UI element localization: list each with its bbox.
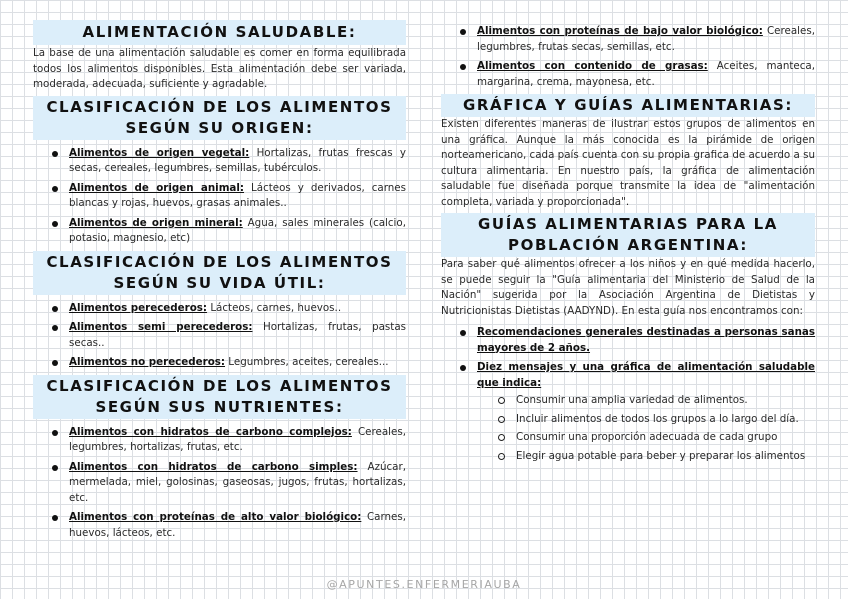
bullet-icon — [52, 151, 58, 157]
list-item: Alimentos con proteínas de bajo valor biológico: Cereales, legumbres, frutas secas, semillas, etc. — [441, 24, 815, 55]
graficas-paragraph: Existen diferentes maneras de ilustrar estos grupos de alimentos en una gráfica. Aunque la más conocida es la pirámide de origen norteamericano, cada país cuenta con su propia grafica de acuerdo a su cultura alimentaria. En nuestro país, la gráfica de alimentación saludable fue diseñada porque transmite la idea de "alimentación completa, variada y proporcionada". — [441, 118, 815, 208]
bullet-icon — [52, 186, 58, 192]
bullet-icon — [52, 360, 58, 366]
list-item: Alimentos semi perecederos: Hortalizas, frutas, pastas secas.. — [33, 320, 406, 351]
vida-util-list — [33, 301, 406, 371]
intro-paragraph: La base de una alimentación saludable es comer en forma equilibrada todos los alimentos disponibles. Esta alimentación debe ser variada, moderada, adecuada, suficiente y agradable. — [33, 47, 406, 90]
bullet-icon — [52, 465, 58, 471]
section-heading-origen: CLASIFICACIÓN DE LOS ALIMENTOS SEGÚN SU ORIGEN: — [33, 96, 406, 140]
list-item: Alimentos no perecederos: Legumbres, aceites, cereales... — [33, 355, 406, 371]
bullet-icon — [52, 306, 58, 312]
list-item: Alimentos de origen vegetal: Hortalizas, frutas frescas y secas, cereales, legumbres, semillas, tubérculos. — [33, 146, 406, 177]
guias-paragraph: Para saber qué alimentos ofrecer a los niños y en qué medida hacerlo, se puede seguir la "Guía alimentaria del Ministerio de Salud de la Nación" sugerida por la Asociación Argentina de Dietistas y Nutricionistas Dietistas (AADYND). En esta guía nos encontramos con: — [441, 258, 815, 317]
circle-bullet-icon — [498, 453, 505, 460]
circle-bullet-icon — [498, 416, 505, 423]
sub-list-item: Consumir una amplia variedad de alimentos. — [441, 393, 815, 409]
bullet-icon — [460, 29, 466, 35]
bullet-icon — [52, 430, 58, 436]
bullet-icon — [460, 330, 466, 336]
section-heading-vida-util: CLASIFICACIÓN DE LOS ALIMENTOS SEGÚN SU VIDA ÚTIL: — [33, 251, 406, 295]
page-title: ALIMENTACIÓN SALUDABLE: — [33, 20, 406, 45]
right-column — [441, 20, 815, 468]
list-item: Alimentos con hidratos de carbono simples: Azúcar, mermelada, miel, golosinas, gaseosas, jugos, frutas, hortalizas, etc. — [33, 460, 406, 507]
author-watermark: @APUNTES.ENFERMERIAUBA — [326, 578, 522, 591]
bullet-icon — [460, 64, 466, 70]
bullet-icon — [52, 515, 58, 521]
list-item: Alimentos con proteínas de alto valor biológico: Carnes, huevos, lácteos, etc. — [33, 510, 406, 541]
left-column — [33, 20, 406, 545]
bullet-icon — [460, 365, 466, 371]
sub-list-item: Incluir alimentos de todos los grupos a lo largo del día. — [441, 412, 815, 428]
sub-list-item: Elegir agua potable para beber y preparar los alimentos — [441, 449, 815, 465]
bullet-icon — [52, 325, 58, 331]
list-item: Alimentos perecederos: Lácteos, carnes, huevos.. — [33, 301, 406, 317]
section-heading-nutrientes: CLASIFICACIÓN DE LOS ALIMENTOS SEGÚN SUS NUTRIENTES: — [33, 375, 406, 419]
circle-bullet-icon — [498, 397, 505, 404]
list-item: Alimentos de origen animal: Lácteos y derivados, carnes blancas y rojas, huevos, grasas animales.. — [33, 181, 406, 212]
circle-bullet-icon — [498, 434, 505, 441]
list-item: Alimentos con contenido de grasas: Aceites, manteca, margarina, crema, mayonesa, etc. — [441, 59, 815, 90]
nutrientes-list — [33, 425, 406, 542]
sub-list-item: Consumir una proporción adecuada de cada grupo — [441, 430, 815, 446]
section-heading-graficas: GRÁFICA Y GUÍAS ALIMENTARIAS: — [441, 94, 815, 117]
list-item: Diez mensajes y una gráfica de alimentación saludable que indica: Consumir una amplia variedad de alimentos. Incluir alimentos de todos los grupos a lo largo del día. Consumir una proporción adecuada de cada grupo Elegir agua potable para beber y preparar los alimentos — [441, 360, 815, 464]
nutrientes-list-continued — [441, 24, 815, 90]
origen-list — [33, 146, 406, 247]
list-item: Recomendaciones generales destinadas a personas sanas mayores de 2 años. — [441, 325, 815, 356]
list-item: Alimentos con hidratos de carbono complejos: Cereales, legumbres, hortalizas, frutas, etc. — [33, 425, 406, 456]
bullet-icon — [52, 221, 58, 227]
guias-sub-list — [441, 393, 815, 464]
section-heading-guias: GUÍAS ALIMENTARIAS PARA LA POBLACIÓN ARGENTINA: — [441, 213, 815, 257]
list-item: Alimentos de origen mineral: Agua, sales minerales (calcio, potasio, magnesio, etc) — [33, 216, 406, 247]
guias-list — [441, 325, 815, 464]
